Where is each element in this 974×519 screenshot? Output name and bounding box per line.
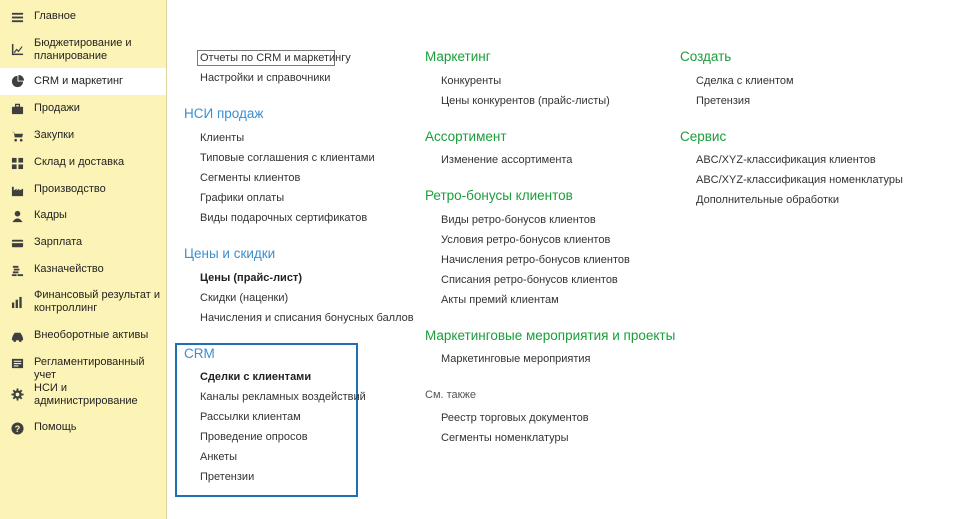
- link-client-deals[interactable]: Сделки с клиентами: [200, 371, 312, 383]
- link-trade-documents-registry[interactable]: Реестр торговых документов: [441, 412, 589, 424]
- sidebar-item-crm[interactable]: [0, 68, 166, 95]
- section-title-retro-bonuses: Ретро-бонусы клиентов: [425, 188, 573, 203]
- link-bonus-points[interactable]: Начисления и списания бонусных баллов: [200, 312, 414, 324]
- link-ad-channels[interactable]: Каналы рекламных воздействий: [200, 391, 366, 403]
- warehouse-grid-icon: [10, 156, 24, 170]
- sidebar-item-label: CRM и маркетинг: [34, 75, 124, 87]
- sidebar-item-hr[interactable]: [0, 205, 166, 227]
- link-price-list[interactable]: Цены (прайс-лист): [200, 272, 302, 284]
- link-settings-directories[interactable]: Настройки и справочники: [200, 72, 331, 84]
- see-also-title: См. также: [425, 389, 476, 401]
- sidebar-item-budgeting[interactable]: [0, 34, 166, 64]
- link-additional-processing[interactable]: Дополнительные обработки: [696, 194, 839, 206]
- sidebar-item-label: Регламентированный учет: [34, 356, 145, 381]
- link-abc-xyz-clients[interactable]: ABC/XYZ-классификация клиентов: [696, 154, 876, 166]
- sidebar-item-production[interactable]: [0, 179, 166, 201]
- link-marketing-events[interactable]: Маркетинговые мероприятия: [441, 353, 591, 365]
- budget-chart-icon: [10, 42, 24, 56]
- link-discounts[interactable]: Скидки (наценки): [200, 292, 289, 304]
- sidebar-item-label: Кадры: [34, 209, 67, 221]
- link-retro-bonus-conditions[interactable]: Условия ретро-бонусов клиентов: [441, 234, 611, 246]
- menu-lines-icon: [10, 10, 24, 24]
- link-create-deal[interactable]: Сделка с клиентом: [696, 75, 794, 87]
- sidebar-item-purchases[interactable]: [0, 125, 166, 147]
- link-payment-schedules[interactable]: Графики оплаты: [200, 192, 285, 204]
- bar-chart-icon: [10, 295, 24, 309]
- sidebar-item-label: Помощь: [34, 421, 77, 433]
- card-icon: [10, 236, 24, 250]
- sidebar-item-label: Казначейство: [34, 263, 104, 275]
- person-icon: [10, 209, 24, 223]
- sidebar-item-label: Финансовый результат и контроллинг: [34, 289, 160, 314]
- sidebar-item-warehouse[interactable]: [0, 152, 166, 174]
- book-icon: [10, 356, 24, 370]
- link-gift-certificates[interactable]: Виды подарочных сертификатов: [200, 212, 368, 224]
- sidebar-item-treasury[interactable]: [0, 259, 166, 281]
- section-title-create: Создать: [680, 49, 732, 64]
- sidebar-item-financial-result[interactable]: [0, 286, 166, 316]
- link-client-segments[interactable]: Сегменты клиентов: [200, 172, 301, 184]
- sidebar-item-label: Внеоборотные активы: [34, 329, 149, 341]
- link-competitor-prices[interactable]: Цены конкурентов (прайс-листы): [441, 95, 610, 107]
- link-competitors[interactable]: Конкуренты: [441, 75, 502, 87]
- svg-text:?: ?: [14, 423, 20, 434]
- sidebar-item-fixed-assets[interactable]: [0, 325, 166, 347]
- sidebar-item-label: Зарплата: [34, 236, 83, 248]
- section-title-marketing: Маркетинг: [425, 49, 491, 64]
- sidebar-item-label: НСИ и администрирование: [34, 382, 138, 407]
- section-title-nsi-sales: НСИ продаж: [184, 106, 264, 121]
- link-retro-bonus-types[interactable]: Виды ретро-бонусов клиентов: [441, 214, 596, 226]
- sidebar-item-label: Главное: [34, 10, 77, 22]
- section-title-crm: CRM: [184, 346, 215, 361]
- link-client-premium-acts[interactable]: Акты премий клиентам: [441, 294, 559, 306]
- link-surveys[interactable]: Проведение опросов: [200, 431, 308, 443]
- link-create-claim[interactable]: Претензия: [696, 95, 751, 107]
- gear-icon: [10, 387, 24, 401]
- sidebar-item-help[interactable]: [0, 417, 166, 439]
- sidebar-item-label: Склад и доставка: [34, 156, 125, 168]
- section-title-service: Сервис: [680, 129, 727, 144]
- sidebar-item-main[interactable]: [0, 6, 166, 28]
- link-retro-bonus-accruals[interactable]: Начисления ретро-бонусов клиентов: [441, 254, 630, 266]
- link-claims[interactable]: Претензии: [200, 471, 255, 483]
- cart-icon: [10, 129, 24, 143]
- link-clients[interactable]: Клиенты: [200, 132, 245, 144]
- link-nomenclature-segments[interactable]: Сегменты номенклатуры: [441, 432, 569, 444]
- sidebar-item-label: Закупки: [34, 129, 75, 141]
- sidebar-item-label: Продажи: [34, 102, 80, 114]
- link-questionnaires[interactable]: Анкеты: [200, 451, 238, 463]
- section-title-assortment: Ассортимент: [425, 129, 507, 144]
- sidebar-item-label: Производство: [34, 183, 106, 195]
- link-crm-reports[interactable]: Отчеты по CRM и маркетингу: [200, 52, 351, 64]
- question-icon: [10, 421, 24, 435]
- sidebar: [0, 0, 167, 519]
- sidebar-item-salary[interactable]: [0, 232, 166, 254]
- factory-icon: [10, 183, 24, 197]
- sidebar-item-label: Бюджетирование и планирование: [34, 37, 132, 62]
- sidebar-item-regulated-accounting[interactable]: [0, 352, 166, 381]
- coins-icon: [10, 263, 24, 277]
- link-abc-xyz-nomenclature[interactable]: ABC/XYZ-классификация номенклатуры: [696, 174, 903, 186]
- sidebar-item-nsi-admin[interactable]: [0, 379, 166, 409]
- briefcase-icon: [10, 102, 24, 116]
- pie-chart-icon: [10, 74, 24, 88]
- sidebar-item-sales[interactable]: [0, 98, 166, 120]
- section-title-prices: Цены и скидки: [184, 246, 276, 261]
- car-icon: [10, 329, 24, 343]
- section-title-marketing-events: Маркетинговые мероприятия и проекты: [425, 328, 676, 343]
- link-assortment-change[interactable]: Изменение ассортимента: [441, 154, 573, 166]
- link-typical-agreements[interactable]: Типовые соглашения с клиентами: [200, 152, 375, 164]
- link-retro-bonus-writeoffs[interactable]: Списания ретро-бонусов клиентов: [441, 274, 618, 286]
- link-client-mailings[interactable]: Рассылки клиентам: [200, 411, 301, 423]
